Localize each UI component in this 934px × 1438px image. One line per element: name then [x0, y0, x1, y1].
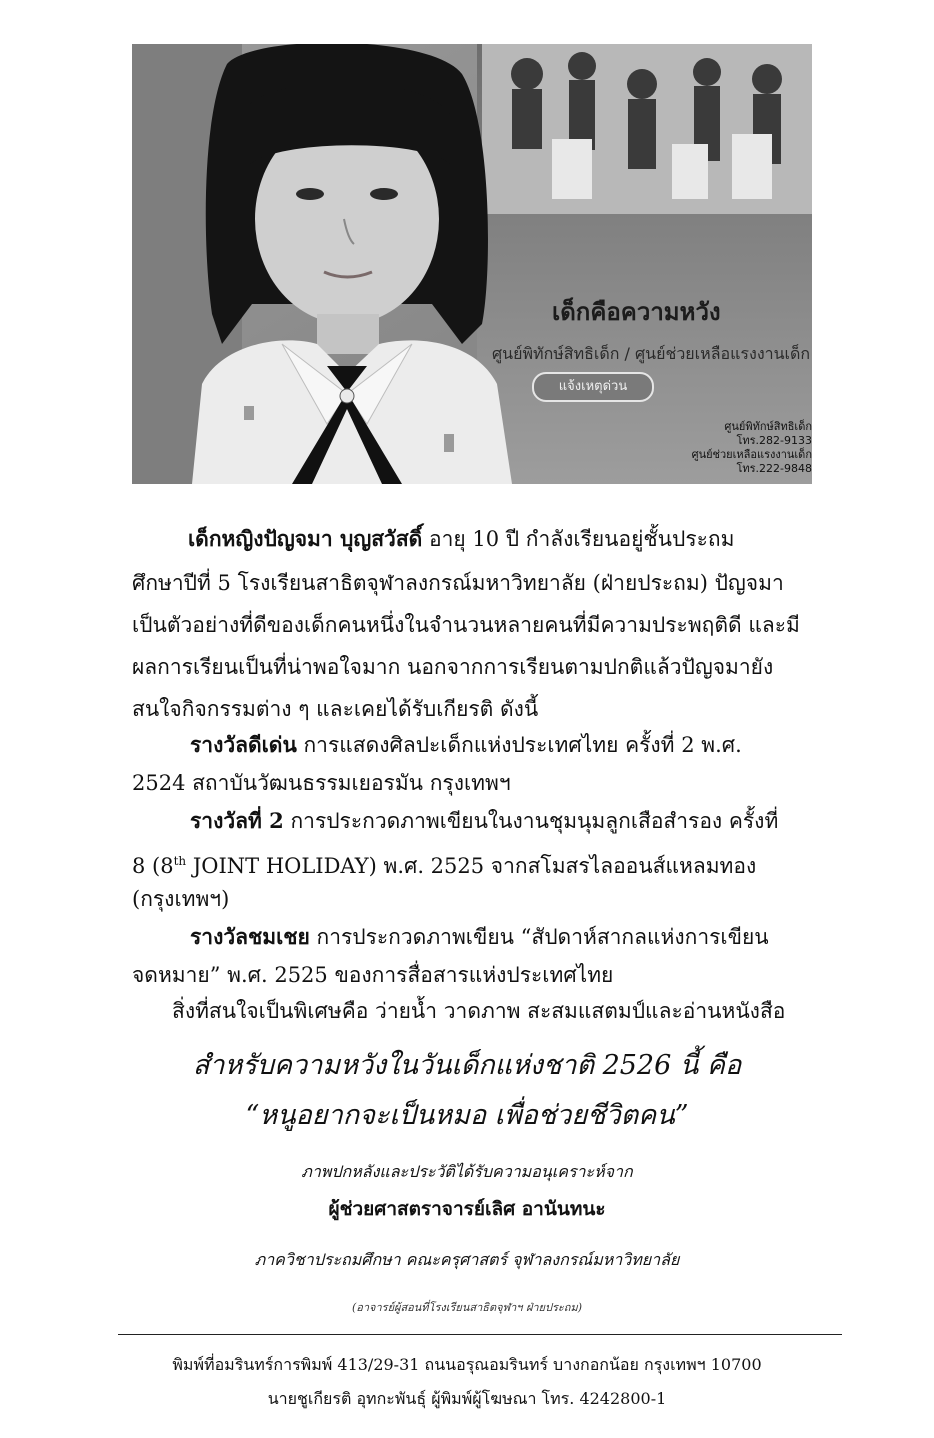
credits-name: ผู้ช่วยศาสตราจารย์เลิศ อานันทนะ — [328, 1198, 606, 1220]
contact-2-phone: โทร.222-9848 — [736, 462, 812, 475]
footer-publisher: นายชูเกียรติ อุทกะพันธุ์ ผู้พิมพ์ผู้โฆษณา โทร. 4242800-1 — [267, 1389, 667, 1408]
award-2-label: รางวัลที่ 2 — [190, 808, 284, 833]
award-2-line-3: (กรุงเทพฯ) — [132, 887, 230, 911]
award-1-label: รางวัลดีเด่น — [190, 732, 297, 757]
interests-line: สิ่งที่สนใจเป็นพิเศษคือ ว่ายน้ำ วาดภาพ สะสมแสตมป์และอ่านหนังสือ — [172, 999, 786, 1023]
hope-line-1: สำหรับความหวังในวันเด็กแห่งชาติ 2526 นี้ คือ — [192, 1050, 742, 1081]
credits-note: (อาจารย์ผู้สอนที่โรงเรียนสาธิตจุฬาฯ ฝ่ายประถม) — [351, 1301, 583, 1314]
award-2-line-1 — [190, 806, 778, 836]
award-1-text: การแสดงศิลปะเด็กแห่งประเทศไทย ครั้งที่ 2 พ.ศ. — [296, 733, 742, 757]
award-3-label: รางวัลชมเชย — [190, 924, 310, 949]
contact-2-name: ศูนย์ช่วยเหลือแรงงานเด็ก — [691, 448, 812, 461]
contact-1-name: ศูนย์พิทักษ์สิทธิเด็ก — [724, 420, 812, 433]
bio-line-5: สนใจกิจกรรมต่าง ๆ และเคยได้รับเกียรติ ดังนี้ — [132, 697, 539, 721]
cover-photo — [132, 44, 812, 484]
hope-quote: “หนูอยากจะเป็นหมอ เพื่อช่วยชีวิตคน” — [245, 1100, 689, 1131]
poster-title: เด็กคือความหวัง — [552, 298, 721, 326]
award-3-line-1 — [190, 922, 769, 952]
award-2-number: 8 (8 — [132, 854, 174, 878]
bio-line-4: ผลการเรียนเป็นที่น่าพอใจมาก นอกจากการเรียนตามปกติแล้วปัญจมายัง — [132, 655, 774, 679]
award-1-line-2: 2524 สถาบันวัฒนธรรมเยอรมัน กรุงเทพฯ — [132, 771, 511, 795]
student-name: เด็กหญิงปัญจมา บุญสวัสดิ์ — [188, 526, 423, 551]
bio-line-3: เป็นตัวอย่างที่ดีของเด็กคนหนึ่งในจำนวนหลายคนที่มีความประพฤติดี และมี — [132, 613, 800, 637]
bio-line-2: ศึกษาปีที่ 5 โรงเรียนสาธิตจุฬาลงกรณ์มหาวิทยาลัย (ฝ่ายประถม) ปัญจมา — [132, 571, 784, 595]
award-3-text: การประกวดภาพเขียน “สัปดาห์สากลแห่งการเขียน — [309, 925, 769, 949]
contact-1-phone: โทร.282-9133 — [736, 434, 812, 447]
award-3-line-2: จดหมาย” พ.ศ. 2525 ของการสื่อสารแห่งประเทศไทย — [132, 963, 614, 987]
award-2-line-2 — [132, 846, 756, 881]
award-2-text: การประกวดภาพเขียนในงานชุมนุมลูกเสือสำรอง ครั้งที่ — [283, 809, 779, 833]
poster-subtitle: ศูนย์พิทักษ์สิทธิเด็ก / ศูนย์ช่วยเหลือแรงงานเด็ก — [492, 344, 811, 363]
poster-pill: แจ้งเหตุด่วน — [532, 372, 654, 402]
award-2-superscript: th — [173, 854, 187, 868]
award-2-rest: JOINT HOLIDAY) พ.ศ. 2525 จากสโมสรไลออนส์แหลมทอง — [186, 854, 757, 878]
credits-department: ภาควิชาประถมศึกษา คณะครุศาสตร์ จุฬาลงกรณ์มหาวิทยาลัย — [254, 1250, 680, 1269]
bio-line-1 — [188, 524, 734, 554]
bio-line-1-rest: อายุ 10 ปี กำลังเรียนอยู่ชั้นประถม — [422, 527, 735, 551]
footer-divider — [118, 1334, 842, 1335]
poster-contact-1 — [672, 420, 812, 476]
footer-printer: พิมพ์ที่อมรินทร์การพิมพ์ 413/29-31 ถนนอรุณอมรินทร์ บางกอกน้อย กรุงเทพฯ 10700 — [172, 1355, 762, 1374]
photo-artwork — [132, 44, 812, 484]
award-1-line-1 — [190, 730, 742, 760]
credits-line-1: ภาพปกหลังและประวัติได้รับความอนุเคราะห์จาก — [301, 1162, 633, 1181]
